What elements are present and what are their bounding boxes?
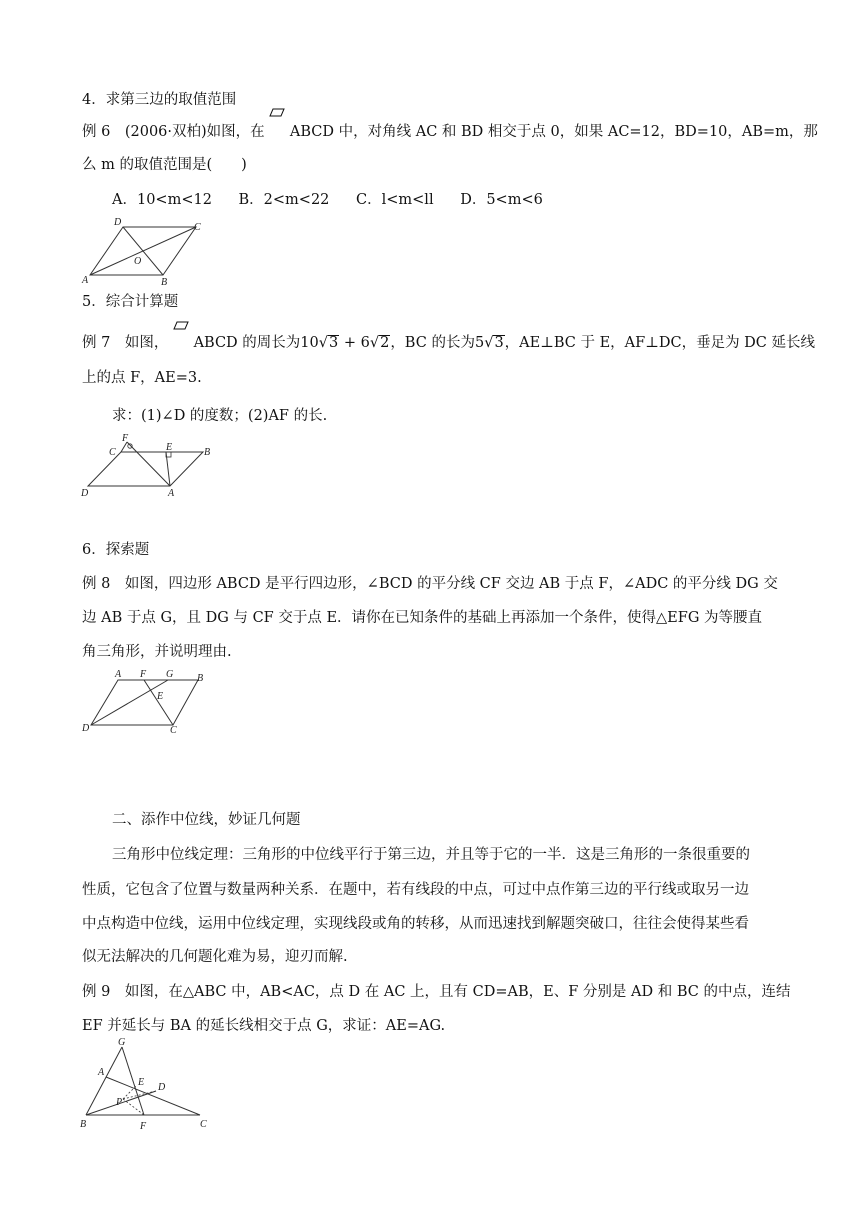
label-c: C [109,447,116,458]
label-f: F [122,433,129,444]
label-b: B [80,1119,87,1130]
option-c: C．l<m<ll [356,192,434,208]
section-6-heading: 6．探索题 [82,542,150,558]
option-b: B．2<m<22 [238,192,330,208]
example-8-line1: 例 8 如图，四边形 ABCD 是平行四边形，∠BCD 的平分线 CF 交边 AB 于点 F，∠ADC 的平分线 DG 交 [82,576,778,592]
figure-7-parallelogram [78,430,218,502]
example-7-line2: 上的点 F，AE=3. [82,370,202,386]
paragraph-line2: 性质，它包含了位置与数量两种关系．在题中，若有线段的中点，可过中点作第三边的平行线或取另一边 [82,882,749,898]
label-e: E [166,442,173,453]
example-7-mid: ABCD 的周长为 [193,335,301,351]
parallelogram-symbol-icon [269,122,285,131]
label-e: E [138,1077,145,1088]
option-d: D．5<m<6 [460,192,543,208]
label-e: E [157,691,164,702]
paragraph-line3: 中点构造中位线，运用中位线定理，实现线段或角的转移，从而迅速找到解题突破口，往往会使得某些看 [82,916,749,932]
paragraph-line4: 似无法解决的几何题化难为易，迎刃而解. [82,949,348,965]
example-8-line2: 边 AB 于点 G，且 DG 与 CF 交于点 E．请你在已知条件的基础上再添加一个条件，使得△EFG 为等腰直 [82,610,763,626]
figure-6-parallelogram [78,215,208,290]
part-2-heading: 二、添作中位线，妙证几何题 [112,812,301,828]
section-5-heading: 5．综合计算题 [82,294,179,310]
label-a: A [115,669,122,680]
example-6-options [112,190,565,210]
label-a: A [98,1067,105,1078]
label-p: P [116,1097,123,1108]
example-7-suffix: ，AE⊥BC 于 E，AF⊥DC，垂足为 DC 延长线 [504,335,816,351]
label-a: A [168,488,175,499]
label-f: F [140,669,147,680]
bc-formula: 5√3 [474,335,504,351]
example-9-line2: EF 并延长与 BA 的延长线相交于点 G，求证：AE=AG. [82,1018,446,1034]
example-7-prefix: 例 7 如图， [82,335,169,351]
label-o: O [134,256,142,267]
example-8-line3: 角三角形，并说明理由. [82,644,232,660]
label-c: C [170,725,177,736]
example-7-bc-text: ，BC 的长为 [390,335,475,351]
label-d: D [82,723,90,734]
example-6-text: ABCD 中，对角线 AC 和 BD 相交于点 0，如果 AC=12，BD=10，AB=m，那 [289,124,818,140]
option-a: A．10<m<12 [112,192,212,208]
paragraph-line1: 三角形中位线定理：三角形的中位线平行于第三边，并且等于它的一半．这是三角形的一条很重要的 [112,847,750,863]
label-d: D [81,488,89,499]
label-d: D [158,1082,166,1093]
label-b: B [197,673,204,684]
label-c: C [194,222,201,233]
parallelogram-symbol-icon [173,333,189,342]
figure-8-parallelogram [78,665,213,737]
perimeter-formula: 10√3 + 6√2 [300,335,390,351]
example-7-line3: 求：(1)∠D 的度数；(2)AF 的长. [112,408,328,424]
label-a: A [82,275,89,286]
label-g: G [118,1037,126,1048]
label-b: B [204,447,211,458]
label-g: G [166,669,174,680]
section-4-heading: 4．求第三边的取值范围 [82,92,237,108]
example-7-line1 [82,333,815,353]
example-6-prefix: 例 6 (2006·双柏)如图，在 [82,124,265,140]
example-6-line1 [82,122,818,142]
label-d: D [114,217,122,228]
label-b: B [161,277,168,288]
example-6-line2: 么 m 的取值范围是( ) [82,157,247,173]
label-f: F [140,1121,147,1132]
figure-9-triangle [78,1035,218,1135]
example-9-line1: 例 9 如图，在△ABC 中，AB<AC，点 D 在 AC 上，且有 CD=AB，E、F 分别是 AD 和 BC 的中点，连结 [82,984,791,1000]
label-c: C [200,1119,207,1130]
